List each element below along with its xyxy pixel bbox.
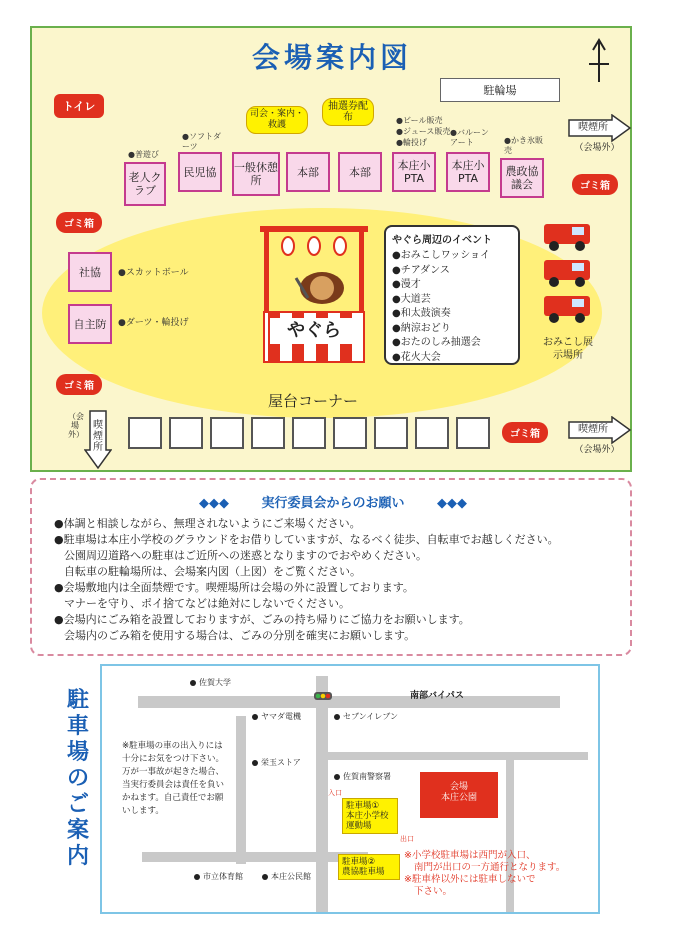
- smoking-note-left: （会場外）: [68, 412, 84, 439]
- booth-rest-area: 一般休憩所: [232, 152, 280, 196]
- request-line: 会場内のごみ箱を使用する場合は、ごみの分別を確実にお願いします。: [64, 629, 416, 642]
- note-pta2: ●バルーンアート: [450, 128, 489, 147]
- venue-map: [30, 26, 632, 472]
- road-bypass-label: 南部バイパス: [410, 691, 464, 701]
- place-eidama: 栄玉ストア: [252, 758, 301, 768]
- place-yamada: ヤマダ電機: [252, 712, 301, 722]
- booth-pta-2: 本庄小PTA: [446, 152, 490, 192]
- venue-map-title: 会場案内図: [251, 41, 412, 74]
- entrance-label: 入口: [328, 789, 342, 797]
- request-box: [30, 478, 632, 656]
- note-pta1-1: ●ジュース販売: [396, 127, 451, 136]
- parking-red-note: 南門が出口の一方通行となります。: [414, 862, 566, 873]
- booth-honbu-2: 本部: [338, 152, 382, 192]
- smoking-area-top: 喫煙所: [578, 122, 608, 133]
- fire-truck-icon: [542, 218, 592, 252]
- stall-slot: [456, 417, 490, 449]
- parking-lot-2: 駐車場② 農協駐車場: [338, 854, 400, 880]
- booth-rojin-club: 老人クラブ: [124, 162, 166, 206]
- bicycle-parking: 駐輪場: [440, 78, 560, 102]
- stall-slot: [415, 417, 449, 449]
- road-left-vertical: [236, 716, 246, 864]
- road-middle: [328, 752, 588, 760]
- stall-corner-label: 屋台コーナー: [268, 392, 359, 410]
- venue-honjo-park: 会場 本庄公園: [420, 772, 498, 818]
- road-bypass: [138, 696, 560, 708]
- note-rojin: ●普遊び: [128, 150, 159, 159]
- request-line: 自転車の駐輪場所は、会場案内図（上図）をご覧ください。: [64, 565, 361, 578]
- event-item: ●チアダンス: [392, 264, 450, 276]
- place-seven: セブンイレブン: [334, 712, 398, 722]
- stall-slot: [251, 417, 285, 449]
- trash-bin-right-top: ゴミ箱: [572, 174, 618, 195]
- traffic-light-icon: [314, 692, 332, 700]
- event-item: ●花火大会: [392, 351, 441, 363]
- parking-lot-1: 駐車場① 本庄小学校 運動場: [342, 798, 398, 834]
- note-minjikyo: ●ソフトダーツ: [182, 132, 221, 151]
- booth-jishubo: 自主防: [68, 304, 112, 344]
- booth-pta-1: 本庄小PTA: [392, 152, 436, 192]
- stall-slot: [374, 417, 408, 449]
- parking-red-note: ※小学校駐車場は西門が入口、: [404, 850, 536, 861]
- deco-diamonds: ◆◆◆: [198, 496, 229, 511]
- request-line: 公園周辺道路への駐車はご近所への迷惑となりますのでおやめください。: [64, 549, 427, 562]
- trash-bin-left-bottom: ゴミ箱: [56, 374, 102, 395]
- note-nokyo: ●かき氷販売: [504, 136, 543, 155]
- event-item: ●漫才: [392, 279, 421, 290]
- trash-bin-right-bottom: ゴミ箱: [502, 422, 548, 443]
- booth-minjikyo: 民児協: [178, 152, 222, 192]
- place-city-gym: 市立体育館: [194, 872, 243, 882]
- road-bottom: [142, 852, 368, 862]
- smoking-area-left: 喫煙所: [93, 420, 103, 453]
- request-line: マナーを守り、ポイ捨てなどは絶対にしないでください。: [64, 597, 350, 610]
- request-line: ●会場敷地内は全面禁煙です。喫煙場所は会場の外に設置しております。: [54, 581, 414, 594]
- stall-slot: [169, 417, 203, 449]
- stall-slot: [292, 417, 326, 449]
- fire-truck-icon: [542, 254, 592, 288]
- event-item: ●おみこしワッショイ: [392, 250, 491, 261]
- parking-map: [100, 664, 600, 914]
- parking-red-note: ※駐車枠以外には駐車しないで: [404, 874, 536, 885]
- parking-title: 駐車場のご案内: [66, 688, 89, 869]
- smoking-note-bottom: （会場外）: [574, 445, 620, 455]
- stall-slot: [128, 417, 162, 449]
- trash-bin-left-top: ゴミ箱: [56, 212, 102, 233]
- request-line: ●会場内にごみ箱を設置しておりますが、ごみの持ち帰りにご協力をお願いします。: [54, 613, 470, 626]
- fire-truck-icon: [542, 290, 592, 324]
- note-shakyo: ●スカットボール: [118, 268, 189, 278]
- note-jishubo: ●ダーツ・輪投げ: [118, 318, 189, 328]
- place-saga-univ: 佐賀大学: [190, 678, 231, 688]
- deco-diamonds: ◆◆◆: [437, 496, 468, 511]
- event-item: ●大道芸: [392, 293, 431, 305]
- request-line: ●体調と相談しながら、無理されないようにご来場ください。: [54, 517, 361, 530]
- place-honjo-hall: 本庄公民館: [262, 872, 311, 882]
- yagura-events-box: [384, 225, 520, 365]
- smoking-note-top: （会場外）: [574, 143, 620, 153]
- parking-warning: ※駐車場の車の出入りには十分にお気をつけ下さい。万が一事故が起きた場合、当実行委員会は責任を負いかねます。自己責任でお願いします。: [122, 741, 225, 816]
- booth-shakyo: 社協: [68, 252, 112, 292]
- request-title-row: [32, 492, 634, 511]
- exit-label: 出口: [400, 835, 414, 843]
- stall-slot: [210, 417, 244, 449]
- road-vertical: [316, 676, 328, 912]
- stall-slot: [333, 417, 367, 449]
- events-title: やぐら周辺のイベント: [392, 235, 492, 246]
- parking-red-note: 下さい。: [414, 886, 453, 897]
- note-pta1-0: ●ビール販売: [396, 116, 443, 125]
- booth-nokyo: 農政協議会: [500, 158, 544, 198]
- toilet: トイレ: [54, 94, 104, 118]
- event-item: ●和太鼓演奏: [392, 308, 451, 319]
- omikoshi-display: おみこし展示場所: [543, 337, 593, 361]
- event-item: ●納涼おどり: [392, 322, 451, 334]
- event-item: ●おたのしみ抽選会: [392, 337, 481, 348]
- place-police: 佐賀南警察署: [334, 772, 391, 782]
- compass-north-icon: [584, 38, 614, 84]
- callout-honbu-1: 司会・案内・救護: [246, 106, 308, 134]
- note-pta1-2: ●輪投げ: [396, 138, 427, 147]
- yagura-label: やぐら: [270, 318, 358, 344]
- request-title: 実行委員会からのお願い: [261, 496, 405, 511]
- callout-honbu-2: 抽選券配布: [322, 98, 374, 126]
- request-line: ●駐車場は本庄小学校のグラウンドをお借りしていますが、なるべく徒歩、自転車でお越しください。: [54, 533, 559, 546]
- smoking-area-bottom: 喫煙所: [578, 424, 608, 435]
- booth-honbu-1: 本部: [286, 152, 330, 192]
- road-right-vertical: [506, 752, 514, 912]
